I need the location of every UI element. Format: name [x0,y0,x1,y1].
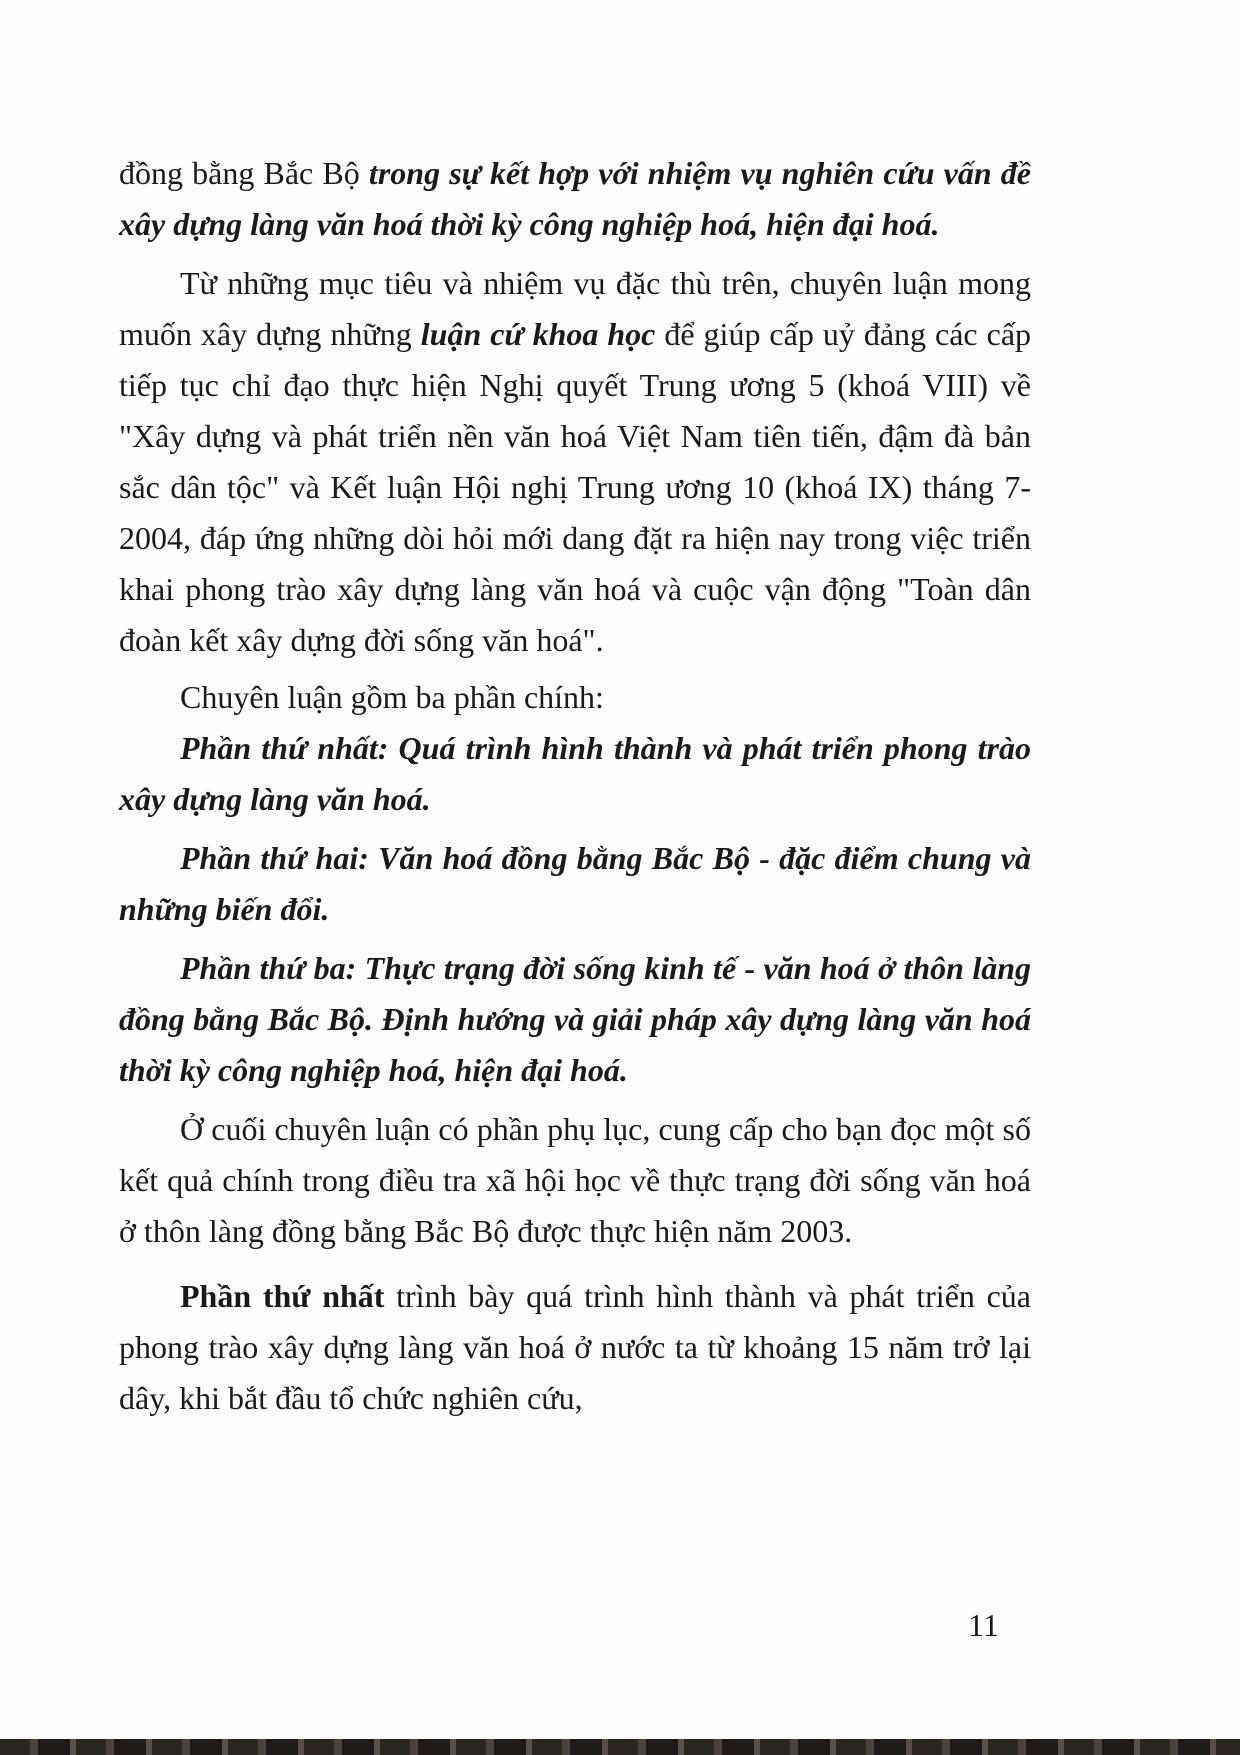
part-one-text: Phần thứ nhất: Quá trình hình thành và phát triển phong trào xây dựng làng văn hoá. [119,730,1031,817]
part-three-summary [119,943,1031,1096]
part-one-detail-text: trình bày quá trình hình thành và phát triển của phong trào xây dựng làng văn hoá ở nước ta từ khoảng 15 năm trở lại dây, khi bắt đầu tổ chức nghiên cứu, [119,1278,1031,1416]
page-number: 11 [968,1607,999,1643]
body-text [119,148,1031,1424]
paragraph-2-segment-rest: để giúp cấp uỷ đảng các cấp tiếp tục chỉ đạo thực hiện Nghị quyết Trung ương 5 (khoá VIII) về "Xây dựng và phát triển nền văn hoá Việt Nam tiên tiến, đậm đà bản sắc dân tộc" và Kết luận Hội nghị Trung ương 10 (khoá IX) tháng 7-2004, đáp ứng những dòi hỏi mới dang đặt ra hiện nay trong việc triển khai phong trào xây dựng làng văn hoá và cuộc vận động "Toàn dân đoàn kết xây dựng đời sống văn hoá". [119,316,1032,658]
paragraph-1-emphasis: trong sự kết hợp với nhiệm vụ nghiên cứu vấn đề xây dựng làng văn hoá thời kỳ công nghiệp hoá, hiện đại hoá. [119,155,1032,242]
paragraph-1-segment: đồng bằng Bắc Bộ [119,155,369,191]
part-two-summary [119,833,1031,935]
paragraph-3 [119,672,1031,723]
part-three-text: Phần thứ ba: Thực trạng đời sống kinh tế - văn hoá ở thôn làng đồng bằng Bắc Bộ. Định hướng và giải pháp xây dựng làng văn hoá thời kỳ công nghiệp hoá, hiện đại hoá. [119,950,1031,1088]
appendix-paragraph [119,1104,1031,1257]
paragraph-2-emphasis: luận cứ khoa học [420,316,656,352]
paragraph-1 [119,148,1031,250]
part-one-heading: Phần thứ nhất [180,1278,385,1314]
paragraph-2-segment: Từ những mục tiêu và nhiệm vụ đặc thù trên, chuyên luận mong muốn xây dựng những [119,265,1031,352]
part-two-text: Phần thứ hai: Văn hoá đồng bằng Bắc Bộ - đặc điểm chung và những biến đổi. [119,840,1031,927]
appendix-text: Ở cuối chuyên luận có phần phụ lục, cung cấp cho bạn đọc một số kết quả chính trong điều tra xã hội học về thực trạng đời sống văn hoá ở thôn làng đồng bằng Bắc Bộ được thực hiện năm 2003. [119,1111,1031,1249]
paragraph-3-segment: Chuyên luận gồm ba phần chính: [180,679,604,715]
part-one-detail-paragraph [119,1271,1031,1424]
paragraph-2 [119,258,1031,666]
scan-bottom-edge [0,1739,1240,1755]
part-one-summary [119,723,1031,825]
